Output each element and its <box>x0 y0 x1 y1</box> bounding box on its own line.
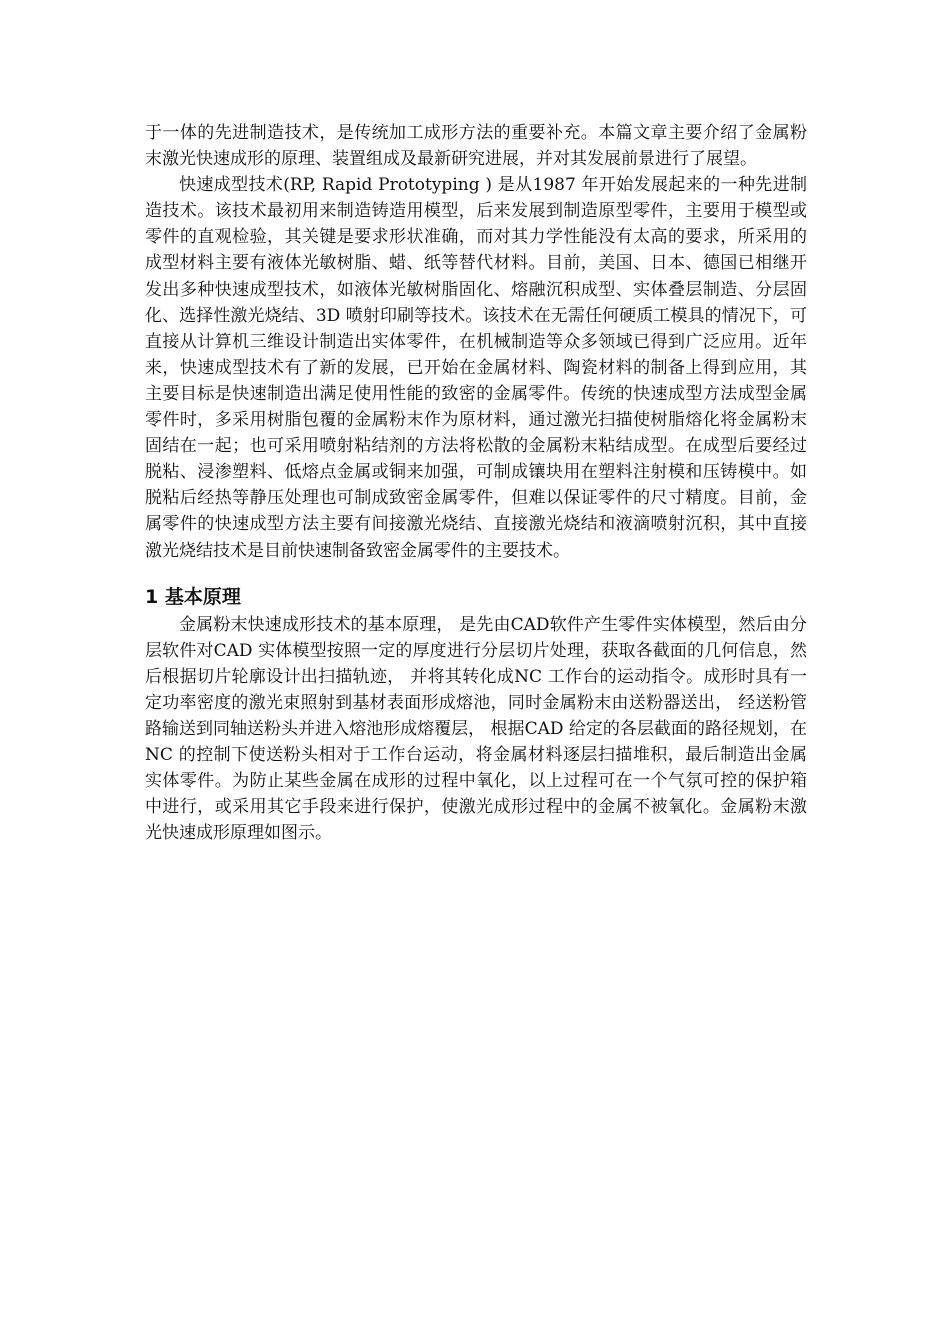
document-page <box>145 120 807 846</box>
basic-principle-paragraph: 金属粉末快速成形技术的基本原理， 是先由CAD软件产生零件实体模型，然后由分层软件对CAD 实体模型按照一定的厚度进行分层切片处理，获取各截面的几何信息，然后根据切片轮廓设计出扫描轨迹， 并将其转化成NC 工作台的运动指令。成形时具有一定功率密度的激光束照射到基材表面形成熔池，同时金属粉末由送粉器送出， 经送粉管路输送到同轴送粉头并进入熔池形成熔覆层， 根据CAD 给定的各层截面的路径规划，在NC 的控制下使送粉头相对于工作台运动，将金属材料逐层扫描堆积，最后制造出金属实体零件。为防止某些金属在成形的过程中氧化，以上过程可在一个气氛可控的保护箱中进行，或采用其它手段来进行保护，使激光成形过程中的金属不被氧化。金属粉末激光快速成形原理如图示。 <box>145 614 807 844</box>
section-heading: 1 基本原理 <box>145 585 241 608</box>
intro-paragraph: 于一体的先进制造技术，是传统加工成形方法的重要补充。本篇文章主要介绍了金属粉末激光快速成形的原理、装置组成及最新研究进展，并对其发展前景进行了展望。 <box>145 123 807 170</box>
rp-technology-paragraph: 快速成型技术(RP, Rapid Prototyping ) 是从1987 年开始发展起来的一种先进制造技术。该技术最初用来制造铸造用模型，后来发展到制造原型零件，主要用于模型或零件的直观检验，其关键是要求形状准确，而对其力学性能没有太高的要求，所采用的成型材料主要有液体光敏树脂、蜡、纸等替代材料。目前，美国、日本、德国已相继开发出多种快速成型技术，如液体光敏树脂固化、熔融沉积成型、实体叠层制造、分层固化、选择性激光烧结、3D 喷射印刷等技术。该技术在无需任何硬质工模具的情况下，可直接从计算机三维设计制造出实体零件，在机械制造等众多领域已得到广泛应用。近年来，快速成型技术有了新的发展，已开始在金属材料、陶瓷材料的制备上得到应用，其主要目标是快速制造出满足使用性能的致密的金属零件。传统的快速成型方法成型金属零件时，多采用树脂包覆的金属粉末作为原材料，通过激光扫描使树脂熔化将金属粉末固结在一起；也可采用喷射粘结剂的方法将松散的金属粉末粘结成型。在成型后要经过脱粘、浸渗塑料、低熔点金属或铜来加强，可制成镶块用在塑料注射模和压铸模中。如脱粘后经热等静压处理也可制成致密金属零件，但难以保证零件的尺寸精度。目前，金属零件的快速成型方法主要有间接激光烧结、直接激光烧结和液滴喷射沉积，其中直接激光烧结技术是目前快速制备致密金属零件的主要技术。 <box>145 175 807 561</box>
